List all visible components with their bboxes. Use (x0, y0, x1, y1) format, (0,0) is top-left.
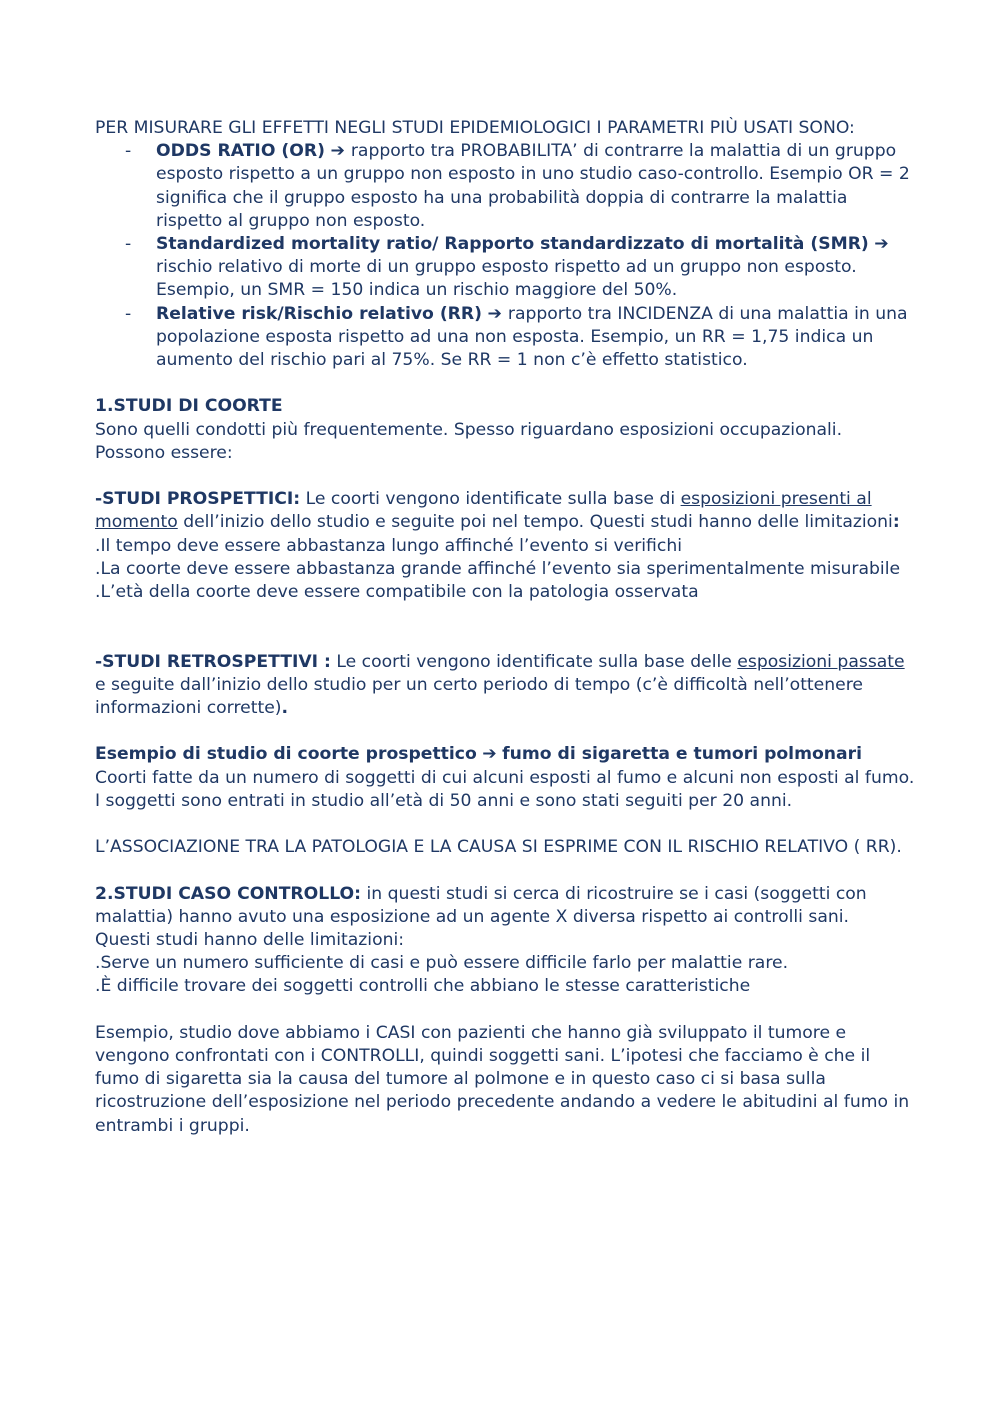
section-heading-coorte: 1.STUDI DI COORTE (95, 396, 283, 417)
example-text: Coorti fatte da un numero di soggetti di cui alcuni esposti al fumo e alcuni non esposti al fumo. I soggetti sono entrati in studio all’età di 50 anni e sono stati seguiti per 20 anni. (95, 767, 915, 811)
bullet-marker: - (125, 234, 132, 255)
bullet-marker: - (125, 141, 132, 162)
section-heading-caso-controllo: 2.STUDI CASO CONTROLLO: (95, 883, 362, 904)
term-smr: Standardized mortality ratio/ Rapporto standardizzato di mortalità (SMR) (156, 234, 869, 255)
arrow-icon: ➔ (874, 234, 889, 255)
definition-odds-ratio: rapporto tra PROBABILITA’ di contrarre la malattia di un gruppo esposto rispetto a un gruppo non esposto in uno studio caso-controllo. Esempio OR = 2 significa che il gruppo esposto ha una probabilità doppia di contrarre la malattia rispetto al gruppo non esposto. (156, 141, 910, 231)
limitation-item: .Serve un numero sufficiente di casi e può essere difficile farlo per malattie rare. (95, 953, 789, 974)
underlined-text: esposizioni presenti al momento (95, 489, 872, 533)
limitation-item: .La coorte deve essere abbastanza grande affinché l’evento sia sperimentalmente misurabile (95, 558, 901, 579)
arrow-icon: ➔ (487, 303, 508, 324)
list-item-smr (95, 233, 915, 303)
limitation-item: .È difficile trovare dei soggetti controlli che abbiano le stesse caratteristiche (95, 976, 751, 997)
prospettici-label: -STUDI PROSPETTICI: (95, 489, 301, 510)
arrow-icon: ➔ (482, 744, 497, 765)
prospettici-paragraph: -STUDI PROSPETTICI: Le coorti vengono identificate sulla base di esposizioni presenti al momento dell’inizio dello studio e seguite poi nel tempo. Questi studi hanno delle limitazioni: (95, 489, 900, 533)
limitation-item: .Il tempo deve essere abbastanza lungo affinché l’evento si verifichi (95, 535, 682, 556)
arrow-icon: ➔ (330, 141, 351, 162)
definition-relative-risk: rapporto tra INCIDENZA di una malattia in una popolazione esposta rispetto ad una non esposta. Esempio, un RR = 1,75 indica un aumento del rischio pari al 75%. Se RR = 1 non c’è effetto statistico. (156, 303, 908, 371)
retrospettivi-label: -STUDI RETROSPETTIVI : (95, 651, 331, 672)
term-relative-risk: Relative risk/Rischio relativo (RR) (156, 303, 483, 324)
association-paragraph: L’ASSOCIAZIONE TRA LA PATOLOGIA E LA CAUSA SI ESPRIME CON IL RISCHIO RELATIVO ( RR). (95, 837, 902, 858)
definition-smr: rischio relativo di morte di un gruppo esposto rispetto ad un gruppo non esposto. Esempio, un SMR = 150 indica un rischio maggiore del 50%. (156, 257, 857, 301)
intro-paragraph: PER MISURARE GLI EFFETTI NEGLI STUDI EPIDEMIOLOGICI I PARAMETRI PIÙ USATI SONO: (95, 118, 855, 138)
limitation-item: .L’età della coorte deve essere compatibile con la patologia osservata (95, 582, 699, 603)
term-odds-ratio: ODDS RATIO (OR) (156, 141, 325, 162)
document-page (95, 117, 915, 1138)
list-item-relative-risk (95, 303, 915, 373)
parameters-list (95, 140, 915, 372)
retrospettivi-paragraph: -STUDI RETROSPETTIVI : Le coorti vengono identificate sulla base delle esposizioni passate e seguite dall’inizio dello studio per un certo periodo di tempo (c’è difficoltà nell’ottenere informazioni corrette). (95, 651, 905, 719)
example-heading: Esempio di studio di coorte prospettico ➔ fumo di sigaretta e tumori polmonari (95, 744, 862, 765)
limitations-intro: Questi studi hanno delle limitazioni: (95, 930, 405, 951)
caso-controllo-example: Esempio, studio dove abbiamo i CASI con pazienti che hanno già sviluppato il tumore e vengono confrontati con i CONTROLLI, quindi soggetti sani. L’ipotesi che facciamo è che il fumo di sigaretta sia la causa del tumore al polmone e in questo caso ci si basa sulla ricostruzione dell’esposizione nel periodo precedente andando a vedere le abitudini al fumo in entrambi i gruppi. (95, 1022, 910, 1136)
caso-controllo-paragraph: 2.STUDI CASO CONTROLLO: in questi studi si cerca di ricostruire se i casi (soggetti con malattia) hanno avuto una esposizione ad un agente X diversa rispetto ai controlli sani. (95, 883, 867, 927)
bullet-marker: - (125, 303, 132, 324)
underlined-text: esposizioni passate (737, 651, 905, 672)
coorte-intro: Sono quelli condotti più frequentemente. Spesso riguardano esposizioni occupazionali. Possono essere: (95, 419, 843, 463)
list-item-odds-ratio (95, 140, 915, 233)
